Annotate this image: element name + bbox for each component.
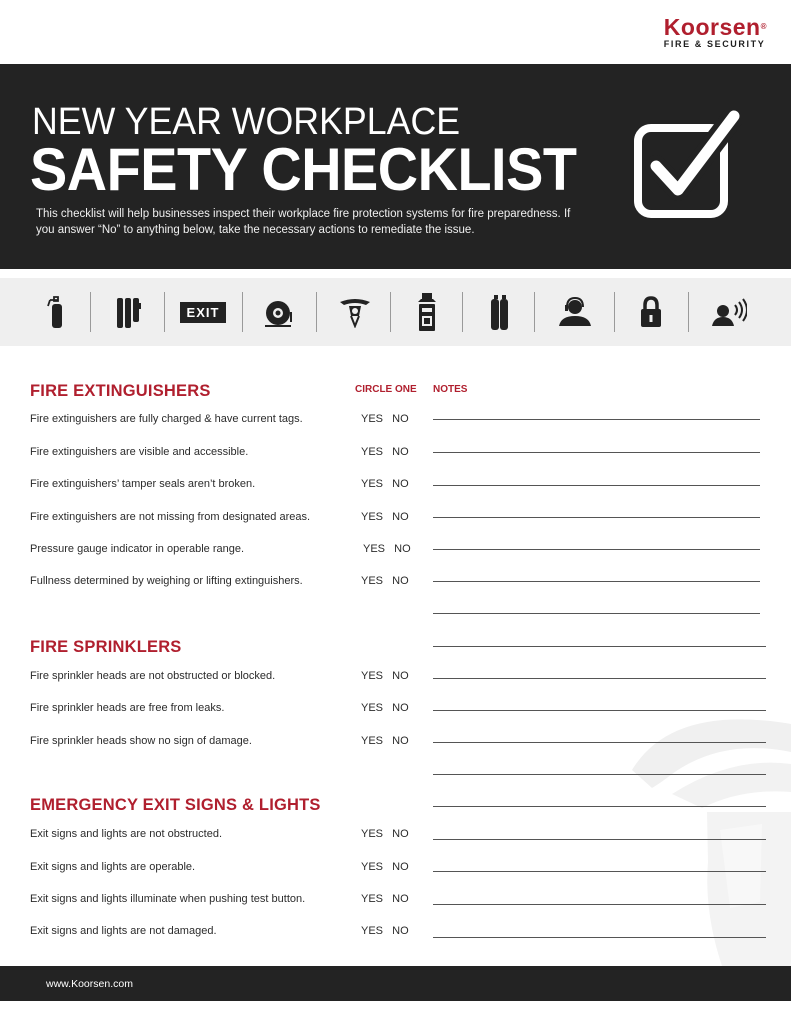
- notes-line[interactable]: [433, 549, 760, 550]
- checklist-item: Fire sprinkler heads are not obstructed or blocked.: [30, 670, 276, 682]
- logo-subtitle: FIRE & SECURITY: [663, 39, 766, 49]
- checklist-item: Pressure gauge indicator in operable range.: [30, 543, 245, 555]
- sprinkler-head-icon: [324, 278, 386, 346]
- checklist-item: Exit signs and lights are operable.: [30, 861, 196, 873]
- notes-line[interactable]: [433, 839, 766, 840]
- checklist-item: Fire sprinkler heads show no sign of damage.: [30, 735, 252, 747]
- yes-no-choice[interactable]: YES NO: [361, 702, 409, 714]
- exit-sign-icon: [172, 278, 234, 346]
- notes-line[interactable]: [433, 871, 766, 872]
- checklist-item: Fire sprinkler heads are free from leaks.: [30, 702, 225, 714]
- yes-no-choice[interactable]: YES NO: [361, 575, 409, 587]
- checklist-item: Exit signs and lights illuminate when pushing test button.: [30, 893, 306, 905]
- section-title-fire-extinguishers: FIRE EXTINGUISHERS: [30, 382, 211, 400]
- notes-line[interactable]: [433, 646, 766, 647]
- lock-icon: [622, 278, 680, 346]
- notes-line[interactable]: [433, 742, 766, 743]
- checklist-item: Fire extinguishers are fully charged & have current tags.: [30, 413, 303, 425]
- koorsen-logo: [664, 16, 767, 49]
- checklist-item: Fire extinguishers are visible and accessible.: [30, 446, 249, 458]
- yes-no-choice[interactable]: YES NO: [361, 861, 409, 873]
- notes-line[interactable]: [433, 613, 760, 614]
- intro-text: This checklist will help businesses inspect their workplace fire protection systems for fire preparedness. If you answer “No” to anything below, take the necessary actions to remediate the issue.: [36, 208, 571, 236]
- footer-website-link[interactable]: www.Koorsen.com: [46, 978, 133, 990]
- yes-no-choice[interactable]: YES NO: [361, 925, 409, 937]
- circle-one-header: CIRCLE ONE: [355, 384, 417, 395]
- logo-trademark: ®: [760, 22, 767, 31]
- notes-line[interactable]: [433, 904, 766, 905]
- checklist-item: Exit signs and lights are not damaged.: [30, 925, 217, 937]
- alarm-bell-icon: [250, 278, 308, 346]
- yes-no-choice[interactable]: YES NO: [361, 670, 409, 682]
- notes-line[interactable]: [433, 419, 760, 420]
- service-icon-bar: [0, 278, 791, 346]
- fire-extinguisher-icon: [30, 278, 82, 346]
- notes-line[interactable]: [433, 485, 760, 486]
- yes-no-choice[interactable]: YES NO: [361, 893, 409, 905]
- notes-line[interactable]: [433, 581, 760, 582]
- notes-line[interactable]: [433, 517, 760, 518]
- notes-line[interactable]: [433, 678, 766, 679]
- title-line-2: SAFETY CHECKLIST: [30, 136, 577, 203]
- yes-no-choice[interactable]: YES NO: [361, 735, 409, 747]
- wireless-signal-icon: [696, 278, 762, 346]
- notes-line[interactable]: [433, 806, 766, 807]
- monitoring-operator-icon: [542, 278, 608, 346]
- yes-no-choice[interactable]: YES NO: [361, 446, 409, 458]
- checkbox-checked-icon: [632, 110, 742, 220]
- yes-no-choice[interactable]: YES NO: [361, 413, 409, 425]
- gas-tank-icon: [470, 278, 528, 346]
- checklist-item: Fire extinguishers are not missing from designated areas.: [30, 511, 311, 523]
- title-line-1: NEW YEAR WORKPLACE: [32, 101, 461, 143]
- yes-no-choice[interactable]: YES NO: [363, 543, 411, 555]
- yes-no-choice[interactable]: YES NO: [361, 478, 409, 490]
- notes-line[interactable]: [433, 710, 766, 711]
- notes-line[interactable]: [433, 937, 766, 938]
- section-title-emergency-exit-signs: EMERGENCY EXIT SIGNS & LIGHTS: [30, 796, 321, 814]
- checklist-item: Exit signs and lights are not obstructed.: [30, 828, 222, 840]
- kitchen-hood-icon: [398, 278, 456, 346]
- logo-brand: Koorsen: [663, 14, 761, 40]
- notes-line[interactable]: [433, 774, 766, 775]
- hero-banner: [0, 64, 791, 269]
- yes-no-choice[interactable]: YES NO: [361, 511, 409, 523]
- yes-no-choice[interactable]: YES NO: [361, 828, 409, 840]
- section-title-fire-sprinklers: FIRE SPRINKLERS: [30, 638, 182, 656]
- checklist-item: Fullness determined by weighing or lifting extinguishers.: [30, 575, 303, 587]
- notes-header: NOTES: [433, 384, 468, 395]
- gas-cylinders-icon: [100, 278, 158, 346]
- notes-line[interactable]: [433, 452, 760, 453]
- exit-sign-text: EXIT: [180, 302, 227, 323]
- checklist-item: Fire extinguishers’ tamper seals aren’t broken.: [30, 478, 256, 490]
- footer-bar: [0, 966, 791, 1001]
